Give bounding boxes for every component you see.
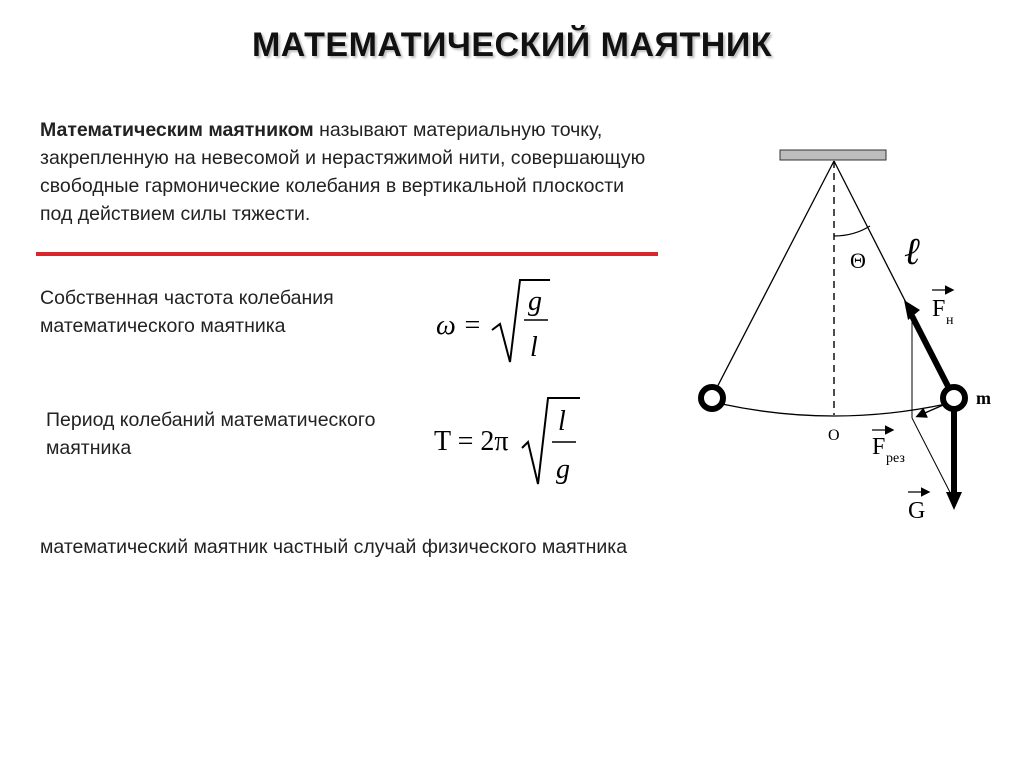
frequency-label: Собственная частота колебания математического маятника bbox=[40, 287, 334, 337]
page-title: МАТЕМАТИЧЕСКИЙ МАЯТНИК bbox=[251, 26, 773, 64]
resultant-label: F bbox=[872, 434, 886, 460]
gravity-arrowhead bbox=[946, 492, 962, 510]
definition-text bbox=[40, 116, 660, 228]
period-denominator: g bbox=[556, 454, 570, 485]
construction-diagonal bbox=[912, 418, 956, 504]
period-formula bbox=[430, 392, 590, 497]
gravity-label: G bbox=[908, 498, 926, 520]
pendulum-diagram bbox=[660, 140, 1020, 525]
definition-body: называют материальную точку, закрепленную на невесомой и нерастяжимой нити, совершающую свободные гармонические колебания в вертикальной плоскости под действием силы тяжести. bbox=[40, 119, 646, 225]
length-label: ℓ bbox=[904, 231, 920, 273]
bob-left bbox=[701, 387, 723, 409]
period-label: Период колебаний математического маятника bbox=[46, 409, 376, 459]
resultant-subscript: рез bbox=[886, 451, 905, 466]
string-left bbox=[712, 161, 834, 397]
ceiling-mount bbox=[780, 150, 886, 160]
period-lhs: T = 2π bbox=[434, 426, 509, 457]
angle-label: Θ bbox=[850, 248, 866, 273]
mass-label: m bbox=[976, 388, 991, 408]
divider-line bbox=[36, 252, 658, 256]
frequency-lhs: ω = bbox=[436, 310, 482, 341]
frequency-denominator: l bbox=[530, 332, 538, 363]
tension-subscript: н bbox=[946, 313, 954, 328]
definition-term: Математическим маятником bbox=[40, 119, 314, 141]
bob-right bbox=[943, 387, 965, 409]
note-text: математический маятник частный случай физического маятника bbox=[40, 536, 628, 558]
origin-label: O bbox=[828, 427, 840, 444]
angle-arc bbox=[834, 226, 870, 236]
frequency-formula bbox=[430, 272, 570, 373]
frequency-numerator: g bbox=[528, 286, 542, 317]
period-numerator: l bbox=[558, 406, 566, 437]
tension-label: F bbox=[932, 296, 946, 322]
